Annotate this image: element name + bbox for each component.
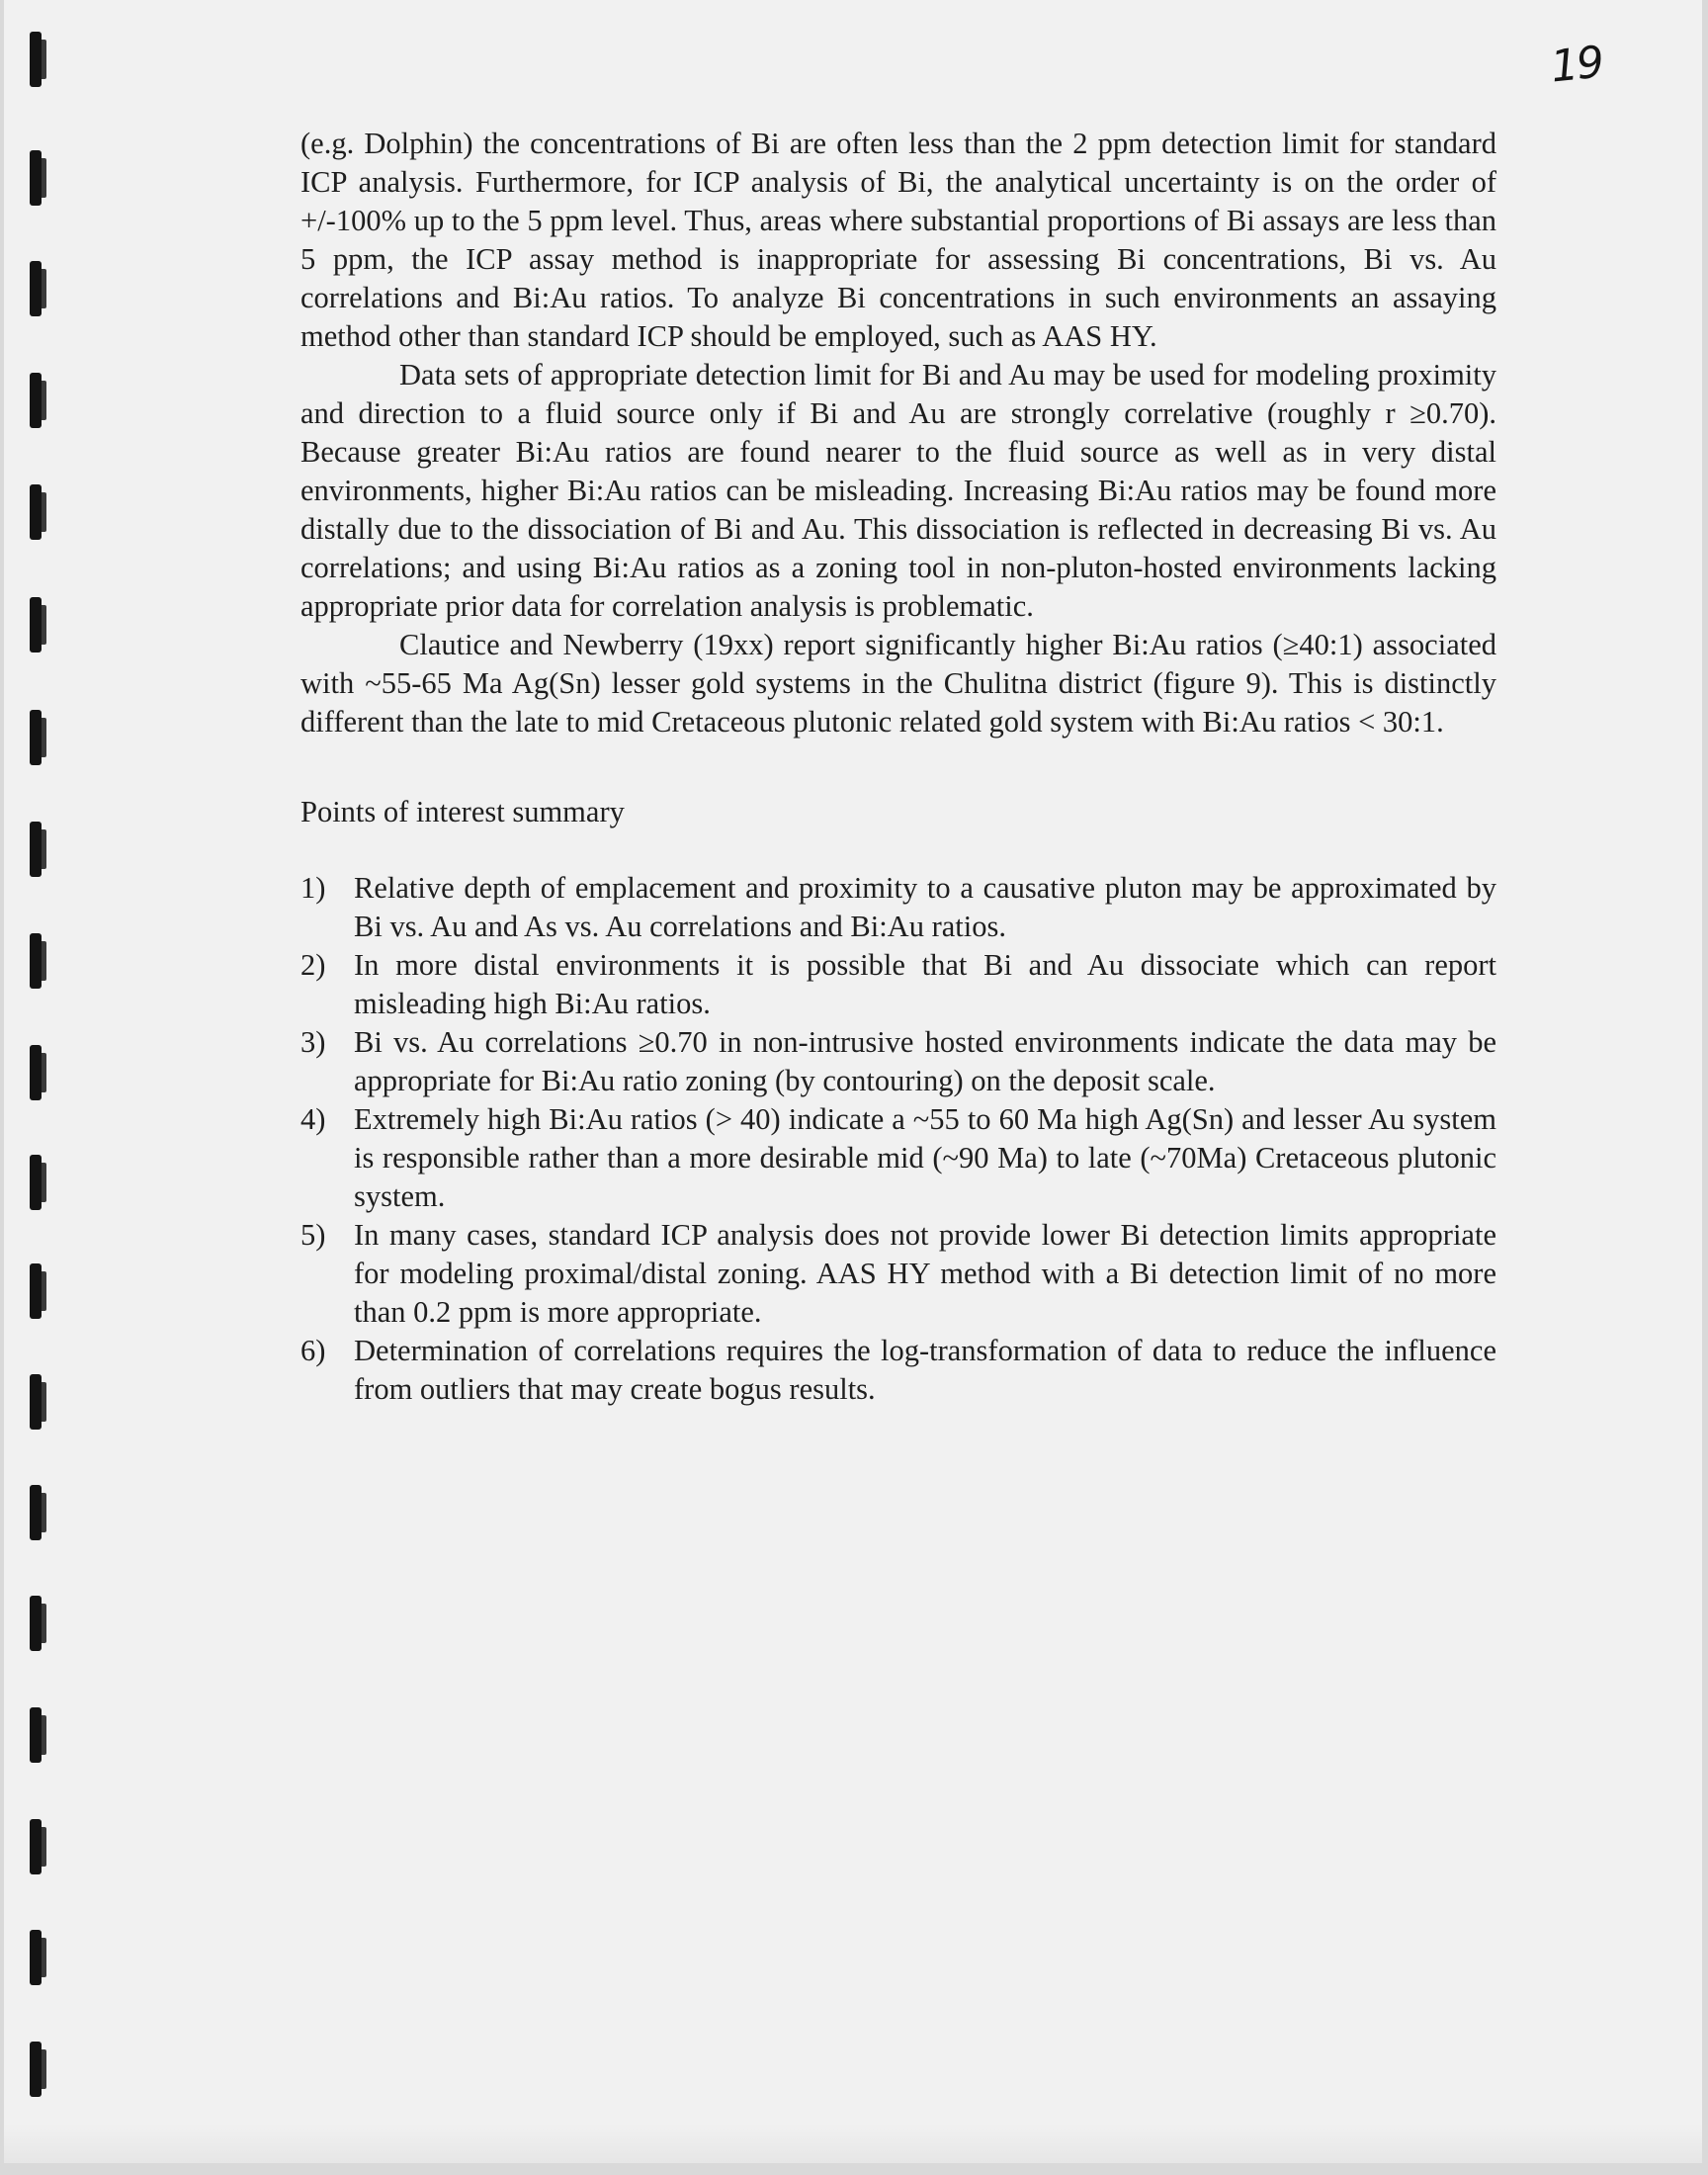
list-item-number: 4) bbox=[300, 1102, 326, 1136]
binding-hole bbox=[30, 484, 42, 540]
list-item bbox=[300, 1216, 1496, 1332]
list-item-number: 6) bbox=[300, 1334, 326, 1367]
binding-hole bbox=[30, 1263, 42, 1319]
binding-hole bbox=[30, 1930, 42, 1985]
binding-hole bbox=[30, 1707, 42, 1763]
binding-hole bbox=[30, 1045, 42, 1100]
section-heading: Points of interest summary bbox=[300, 795, 625, 828]
paragraph: Clautice and Newberry (19xx) report significantly higher Bi:Au ratios (≥40:1) associated with ~55-65 Ma Ag(Sn) lesser gold systems in the Chulitna district (figure 9). This is distinctly different than the late to mid Cretaceous plutonic related gold system with Bi:Au ratios < 30:1. bbox=[300, 628, 1496, 739]
list-item-text: Extremely high Bi:Au ratios (> 40) indicate a ~55 to 60 Ma high Ag(Sn) and lesser Au system is responsible rather than a more desirable mid (~90 Ma) to late (~70Ma) Cretaceous plutonic system. bbox=[354, 1102, 1496, 1213]
binding-hole bbox=[30, 261, 42, 316]
list-item-text: Relative depth of emplacement and proximity to a causative pluton may be approximated by Bi vs. Au and As vs. Au correlations and Bi:Au ratios. bbox=[354, 871, 1496, 943]
binding-hole bbox=[30, 822, 42, 877]
binding-hole bbox=[30, 150, 42, 206]
binding-hole bbox=[30, 1596, 42, 1651]
binding-hole bbox=[30, 1819, 42, 1874]
list-item bbox=[300, 946, 1496, 1023]
document-page bbox=[4, 0, 1702, 2163]
list-item bbox=[300, 1023, 1496, 1100]
list-item bbox=[300, 1100, 1496, 1216]
binding-hole bbox=[30, 373, 42, 428]
binding-hole bbox=[30, 933, 42, 989]
summary-list bbox=[300, 869, 1496, 1409]
body-text bbox=[300, 125, 1496, 1409]
paragraph: Data sets of appropriate detection limit for Bi and Au may be used for modeling proximity and direction to a fluid source only if Bi and Au are strongly correlative (roughly r ≥0.70). Because greater Bi:Au ratios are found nearer to the fluid source as well as in very distal environments, higher Bi:Au ratios can be misleading. Increasing Bi:Au ratios may be found more distally due to the dissociation of Bi and Au. This dissociation is reflected in decreasing Bi vs. Au correlations; and using Bi:Au ratios as a zoning tool in non-pluton-hosted environments lacking appropriate prior data for correlation analysis is problematic. bbox=[300, 358, 1496, 623]
binding-hole bbox=[30, 597, 42, 652]
binding-hole bbox=[30, 32, 42, 87]
list-item-text: Bi vs. Au correlations ≥0.70 in non-intrusive hosted environments indicate the data may be appropriate for Bi:Au ratio zoning (by contouring) on the deposit scale. bbox=[354, 1025, 1496, 1097]
binding-hole bbox=[30, 1155, 42, 1210]
binding-hole bbox=[30, 710, 42, 765]
list-item-number: 1) bbox=[300, 871, 326, 905]
binding-holes bbox=[30, 0, 49, 2163]
list-item-number: 5) bbox=[300, 1218, 326, 1252]
binding-hole bbox=[30, 1485, 42, 1540]
list-item bbox=[300, 1332, 1496, 1409]
list-item-text: In more distal environments it is possible that Bi and Au dissociate which can report misleading high Bi:Au ratios. bbox=[354, 948, 1496, 1020]
binding-hole bbox=[30, 1374, 42, 1430]
paragraph: (e.g. Dolphin) the concentrations of Bi are often less than the 2 ppm detection limit for standard ICP analysis. Furthermore, for ICP analysis of Bi, the analytical uncertainty is on the order of +/-100% up to the 5 ppm level. Thus, areas where substantial proportions of Bi assays are less than 5 ppm, the ICP assay method is inappropriate for assessing Bi concentrations, Bi vs. Au correlations and Bi:Au ratios. To analyze Bi concentrations in such environments an assaying method other than standard ICP should be employed, such as AAS HY. bbox=[300, 127, 1496, 353]
list-item-number: 2) bbox=[300, 948, 326, 982]
list-item-text: Determination of correlations requires the log-transformation of data to reduce the influence from outliers that may create bogus results. bbox=[354, 1334, 1496, 1406]
page-number: 19 bbox=[1548, 37, 1605, 93]
list-item-text: In many cases, standard ICP analysis does not provide lower Bi detection limits appropriate for modeling proximal/distal zoning. AAS HY method with a Bi detection limit of no more than 0.2 ppm is more appropriate. bbox=[354, 1218, 1496, 1329]
list-item bbox=[300, 869, 1496, 946]
list-item-number: 3) bbox=[300, 1025, 326, 1059]
binding-hole bbox=[30, 2042, 42, 2097]
